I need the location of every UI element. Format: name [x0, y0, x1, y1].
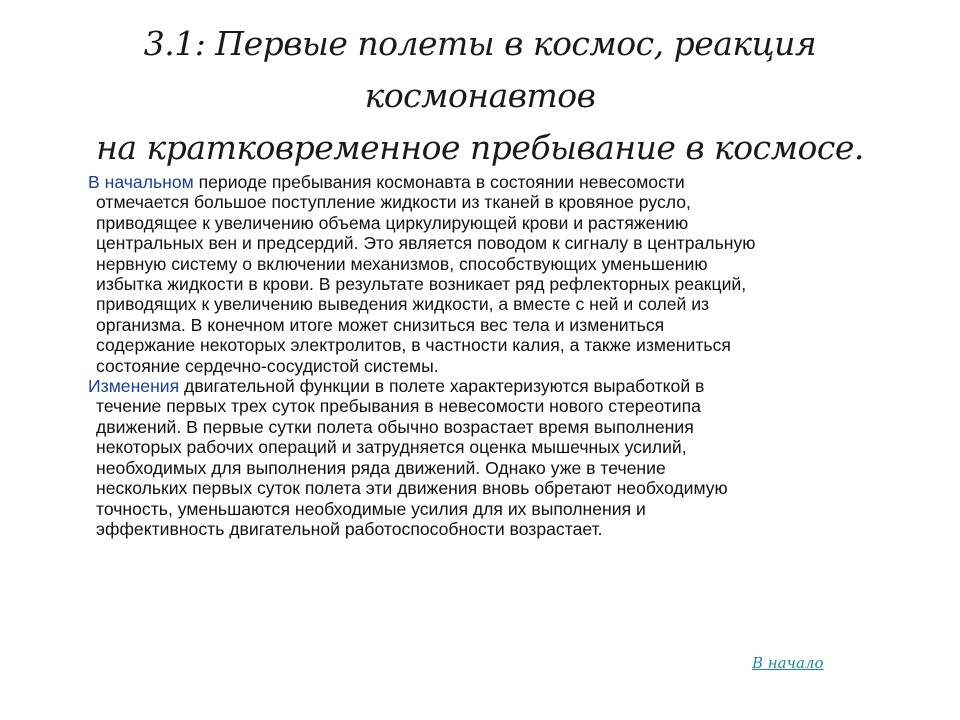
paragraph-line: содержание некоторых электролитов, в частности калия, а также измениться — [96, 335, 731, 356]
paragraph-line: нервную систему о включении механизмов, способствующих уменьшению — [96, 253, 708, 274]
paragraph-line: некоторых рабочих операций и затрудняется оценка мышечных усилий, — [96, 437, 687, 458]
slide-title-line-1: 3.1: Первые полеты в космос, реакция космонавтов — [143, 24, 817, 115]
paragraph-line: приводящих к увеличению выведения жидкости, а вместе с ней и солей из — [96, 294, 710, 315]
paragraph-line: нескольких первых суток полета эти движения вновь обретают необходимую — [96, 478, 728, 499]
slide-title-line-2: на кратковременное пребывание в космосе. — [96, 128, 864, 167]
paragraph-line: течение первых трех суток пребывания в невесомости нового стереотипа — [96, 396, 701, 417]
paragraph-lead-phrase: Изменения — [88, 376, 180, 397]
paragraph-lead-phrase: В начальном — [88, 172, 194, 192]
slide-title — [40, 18, 920, 174]
paragraph-line: приводящее к увеличению объема циркулирующей крови и растяжению — [96, 212, 689, 233]
paragraph-motor-function — [88, 376, 908, 539]
slide-body — [88, 172, 908, 539]
back-to-start-link[interactable]: В начало — [752, 654, 824, 672]
paragraph-first-line — [88, 376, 908, 396]
paragraph-line: центральных вен и предсердий. Это является поводом к сигналу в центральную — [96, 233, 756, 254]
paragraph-first-line-rest: периоде пребывания космонавта в состоянии невесомости — [193, 172, 685, 192]
paragraph-first-line-rest: двигательной функции в полете характеризуются выработкой в — [179, 376, 705, 397]
paragraph-line: точность, уменьшаются необходимые усилия для их выполнения и — [96, 498, 646, 519]
paragraph-line: избытка жидкости в крови. В результате возникает ряд рефлекторных реакций, — [96, 274, 747, 295]
paragraph-line: организма. В конечном итоге может снизиться вес тела и измениться — [96, 314, 665, 335]
paragraph-line: отмечается большое поступление жидкости из тканей в кровяное русло, — [96, 192, 691, 213]
paragraph-first-line — [88, 172, 908, 192]
paragraph-line: необходимых для выполнения ряда движений. Однако уже в течение — [96, 457, 666, 478]
paragraph-weightlessness-fluids — [88, 172, 908, 376]
paragraph-line: эффективность двигательной работоспособности возрастает. — [96, 518, 603, 539]
paragraph-line: состояние сердечно-сосудистой системы. — [96, 355, 439, 376]
paragraph-line: движений. В первые сутки полета обычно возрастает время выполнения — [96, 416, 694, 437]
